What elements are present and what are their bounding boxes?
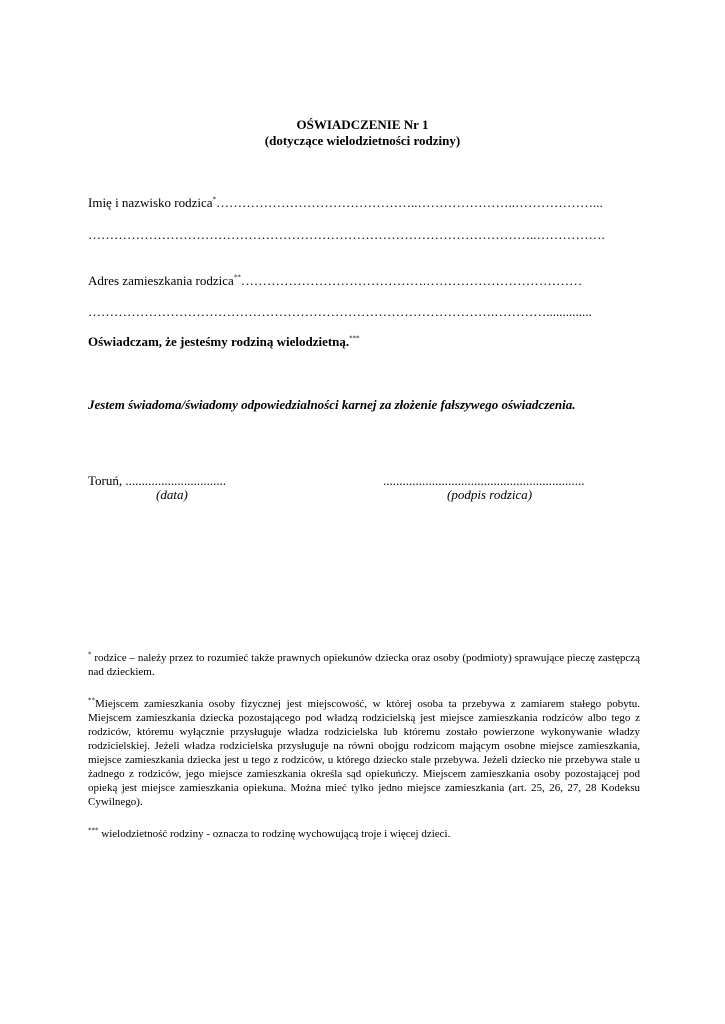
- signature-field[interactable]: ..............................................................: [383, 473, 585, 488]
- footnote-1: [88, 651, 640, 679]
- footnote-ref-2: **: [233, 273, 241, 282]
- parent-name-line-2[interactable]: [88, 227, 648, 243]
- parent-name-field[interactable]: ………………………………………..…………………..………………...: [216, 195, 603, 210]
- footnote-2: [88, 697, 640, 809]
- date-caption: (data): [156, 487, 188, 502]
- footnote-3: [88, 827, 640, 841]
- document-subtitle: (dotyczące wielodzietności rodziny): [264, 133, 461, 148]
- parent-name-field-2[interactable]: …………………………………………………………………………………………..…………….: [88, 227, 605, 242]
- parent-name-line: [88, 195, 648, 211]
- declaration-line: [88, 334, 360, 350]
- address-line-2[interactable]: [88, 304, 648, 320]
- footnote-2-mark: **: [88, 696, 95, 705]
- footnote-1-text: rodzice – należy przez to rozumieć także prawnych opiekunów dziecka oraz osoby (podmioty) sprawujące pieczę zastępczą nad dzieckiem.: [88, 652, 640, 678]
- responsibility-statement: Jestem świadoma/świadomy odpowiedzialności karnej za złożenie fałszywego oświadczenia.: [88, 397, 576, 412]
- signature-caption: (podpis rodzica): [447, 487, 533, 502]
- footnote-ref-3: ***: [349, 334, 360, 343]
- footnote-3-mark: ***: [88, 826, 99, 835]
- address-field[interactable]: …………………………………….………………………………: [240, 273, 583, 288]
- footnote-1-mark: *: [88, 650, 92, 659]
- parent-name-label: Imię i nazwisko rodzica: [88, 195, 213, 210]
- declaration-text: Oświadczam, że jesteśmy rodziną wielodzietną.: [88, 334, 350, 349]
- footnote-3-text: wielodzietność rodziny - oznacza to rodzinę wychowującą troje i więcej dzieci.: [98, 828, 451, 840]
- footnote-2-text: Miejscem zamieszkania osoby fizycznej jest miejscowość, w której osoba ta przebywa z zamiarem stałego pobytu. Miejscem zamieszkania dziecka pozostającego pod władzą rodzicielską jest miejsce zamieszkania rodziców albo tego z rodziców, któremu wyłącznie przysługuje władza rodzicielska lub któremu zostało powierzone wykonywanie władzy rodzicielskiej. Jeżeli władza rodzicielska przysługuje na równi obojgu rodzicom mającym osobne miejsce zamieszkania, miejsce zamieszkania dziecka jest u tego z rodziców, u którego dziecko stale przebywa. Jeżeli dziecko nie przebywa stale u żadnego z rodziców, jego miejsce zamieszkania określa sąd opiekuńczy. Miejscem zamieszkania osoby pozostającej pod opieką jest miejsce zamieszkania opiekuna. Można mieć tylko jedno miejsce zamieszkania (art. 25, 26, 27, 28 Kodeksu Cywilnego).: [88, 698, 640, 808]
- address-line: [88, 273, 648, 289]
- document-title: OŚWIADCZENIE Nr 1: [296, 117, 429, 132]
- footnote-ref-1: *: [212, 195, 217, 204]
- address-field-2[interactable]: ………………………………………………………………………………….…………..............: [88, 304, 592, 319]
- address-label: Adres zamieszkania rodzica: [88, 273, 234, 288]
- place-date-field[interactable]: Toruń, ...............................: [88, 473, 227, 488]
